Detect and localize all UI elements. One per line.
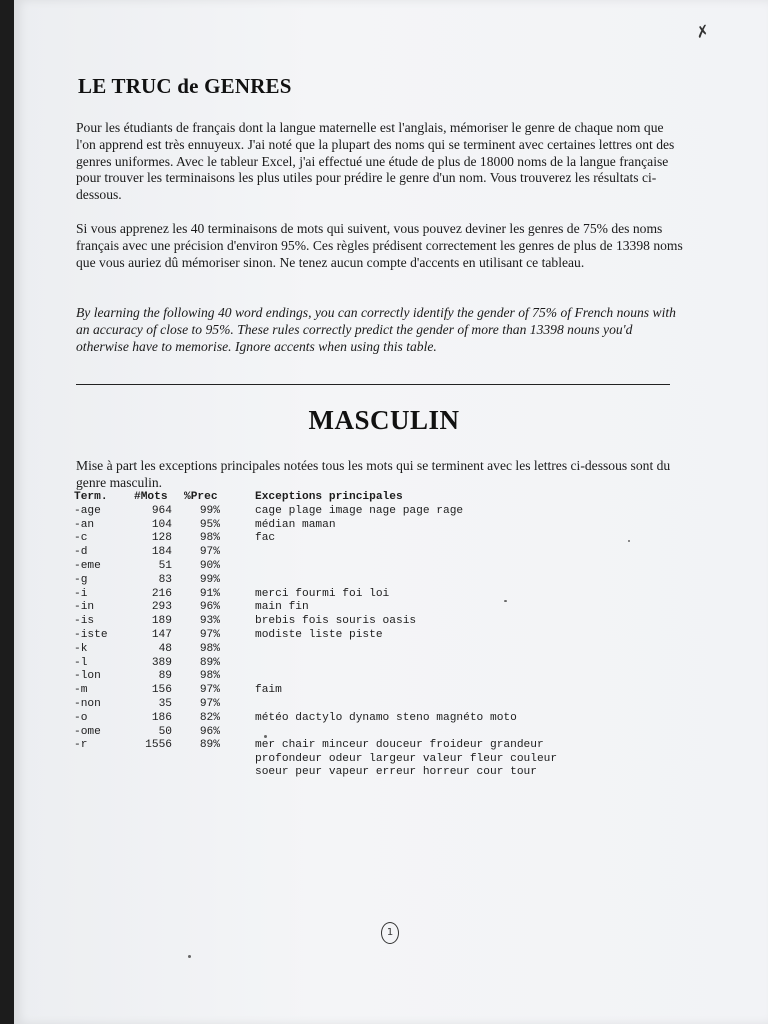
cell-mots: 1556 [145, 739, 172, 752]
cell-term: -g [74, 573, 88, 586]
cell-term: -eme [74, 559, 101, 572]
cell-exceptions: mer chair minceur douceur froideur grandeur [255, 739, 544, 752]
cell-term: -o [74, 711, 88, 724]
header-mots: #Mots [134, 491, 168, 503]
cell-prec: 98% [199, 532, 220, 545]
cell-mots: 48 [158, 642, 172, 655]
cell-prec: 97% [199, 684, 220, 697]
cell-prec: 99% [199, 573, 220, 586]
cell-prec: 96% [199, 601, 220, 614]
cell-prec: 95% [199, 518, 220, 531]
section-title: MASCULIN [308, 405, 460, 435]
cell-term: -c [74, 532, 88, 545]
cell-mots: 147 [151, 628, 172, 641]
intro-paragraph-en: By learning the following 40 word endings, you can correctly identify the gender of 75% of French nouns with an accuracy of close to 95%. These rules correctly predict the gender of more than 13398 nouns you'd otherwise have to memorise. Ignore accents when using this table. [76, 305, 676, 354]
cell-prec: 99% [199, 504, 220, 517]
cell-exceptions: main fin [255, 601, 309, 614]
cell-term: -non [74, 697, 101, 710]
cell-prec: 89% [199, 656, 220, 669]
divider-line [76, 384, 670, 385]
page-title: LE TRUC de GENRES [78, 74, 292, 98]
paper-speck [264, 735, 267, 738]
cell-mots: 50 [158, 725, 172, 738]
cell-mots: 51 [158, 559, 172, 572]
cell-mots: 184 [151, 546, 172, 559]
cell-term: -d [74, 546, 88, 559]
intro-paragraph-fr-1: Pour les étudiants de français dont la langue maternelle est l'anglais, mémoriser le genre de chaque nom que l'on apprend est très ennuyeux. J'ai noté que la plupart des noms qui se terminent avec certaines lettres ont des genres uniformes. Avec le tableur Excel, j'ai effectué une étude de plus de 18000 noms de la langue française pour trouver les terminaisons les plus utiles pour prédire le genre d'un nom. Vous trouverez les résultats ci-dessous. [76, 120, 675, 203]
cell-mots: 964 [151, 504, 172, 517]
cell-term: -ome [74, 725, 101, 738]
cell-mots: 293 [151, 601, 172, 614]
cell-prec: 97% [199, 546, 220, 559]
cell-prec: 98% [199, 642, 220, 655]
cell-mots: 189 [151, 615, 172, 628]
cell-exceptions: soeur peur vapeur erreur horreur cour tour [255, 766, 537, 779]
cell-term: -i [74, 587, 88, 600]
cell-mots: 216 [151, 587, 172, 600]
section-intro: Mise à part les exceptions principales notées tous les mots qui se terminent avec les lettres ci-dessous sont du genre masculin. [76, 458, 671, 490]
cell-prec: 93% [199, 615, 220, 628]
intro-paragraph-fr-2: Si vous apprenez les 40 terminaisons de mots qui suivent, vous pouvez deviner les genres de 75% des noms français avec une précision d'environ 95%. Ces règles prédisent correctement les genres de plus de 13398 noms que vous auriez dû mémoriser sinon. Ne tenez aucun compte d'accents en utilisant ce tableau. [76, 221, 683, 270]
header-exceptions: Exceptions principales [255, 491, 403, 503]
cell-term: -in [74, 601, 95, 614]
document-page [14, 0, 768, 1024]
cell-prec: 90% [199, 559, 220, 572]
cell-exceptions: météo dactylo dynamo steno magnéto moto [255, 711, 517, 724]
cell-term: -iste [74, 628, 108, 641]
cell-exceptions: brebis fois souris oasis [255, 615, 417, 628]
cell-term: -r [74, 739, 88, 752]
cell-exceptions: médian maman [255, 518, 336, 531]
cell-exceptions: faim [255, 684, 282, 697]
cell-term: -k [74, 642, 88, 655]
header-term: Term. [74, 491, 108, 503]
cell-term: -is [74, 615, 95, 628]
cell-mots: 104 [151, 518, 172, 531]
cell-exceptions: cage plage image nage page rage [255, 504, 464, 517]
cell-prec: 82% [199, 711, 220, 724]
cell-term: -an [74, 518, 95, 531]
paper-speck [628, 540, 630, 542]
cell-mots: 89 [158, 670, 172, 683]
paper-speck [188, 955, 191, 958]
paper-speck [504, 600, 507, 602]
cell-prec: 91% [199, 587, 220, 600]
cell-exceptions: modiste liste piste [255, 628, 383, 641]
cell-prec: 97% [199, 628, 220, 641]
cell-exceptions: fac [255, 532, 276, 545]
cell-term: -age [74, 504, 101, 517]
handwritten-mark: ✗ [694, 20, 712, 43]
cell-mots: 83 [158, 573, 172, 586]
cell-exceptions: profondeur odeur largeur valeur fleur couleur [255, 753, 558, 766]
cell-exceptions: merci fourmi foi loi [255, 587, 390, 600]
cell-mots: 35 [158, 697, 172, 710]
header-prec: %Prec [184, 491, 218, 503]
cell-prec: 96% [199, 725, 220, 738]
cell-mots: 186 [151, 711, 172, 724]
cell-mots: 156 [151, 684, 172, 697]
cell-term: -m [74, 684, 88, 697]
cell-mots: 389 [151, 656, 172, 669]
cell-mots: 128 [151, 532, 172, 545]
cell-prec: 98% [199, 670, 220, 683]
page-number: 1 [381, 922, 399, 944]
cell-term: -l [74, 656, 88, 669]
cell-prec: 89% [199, 739, 220, 752]
cell-term: -lon [74, 670, 101, 683]
cell-prec: 97% [199, 697, 220, 710]
